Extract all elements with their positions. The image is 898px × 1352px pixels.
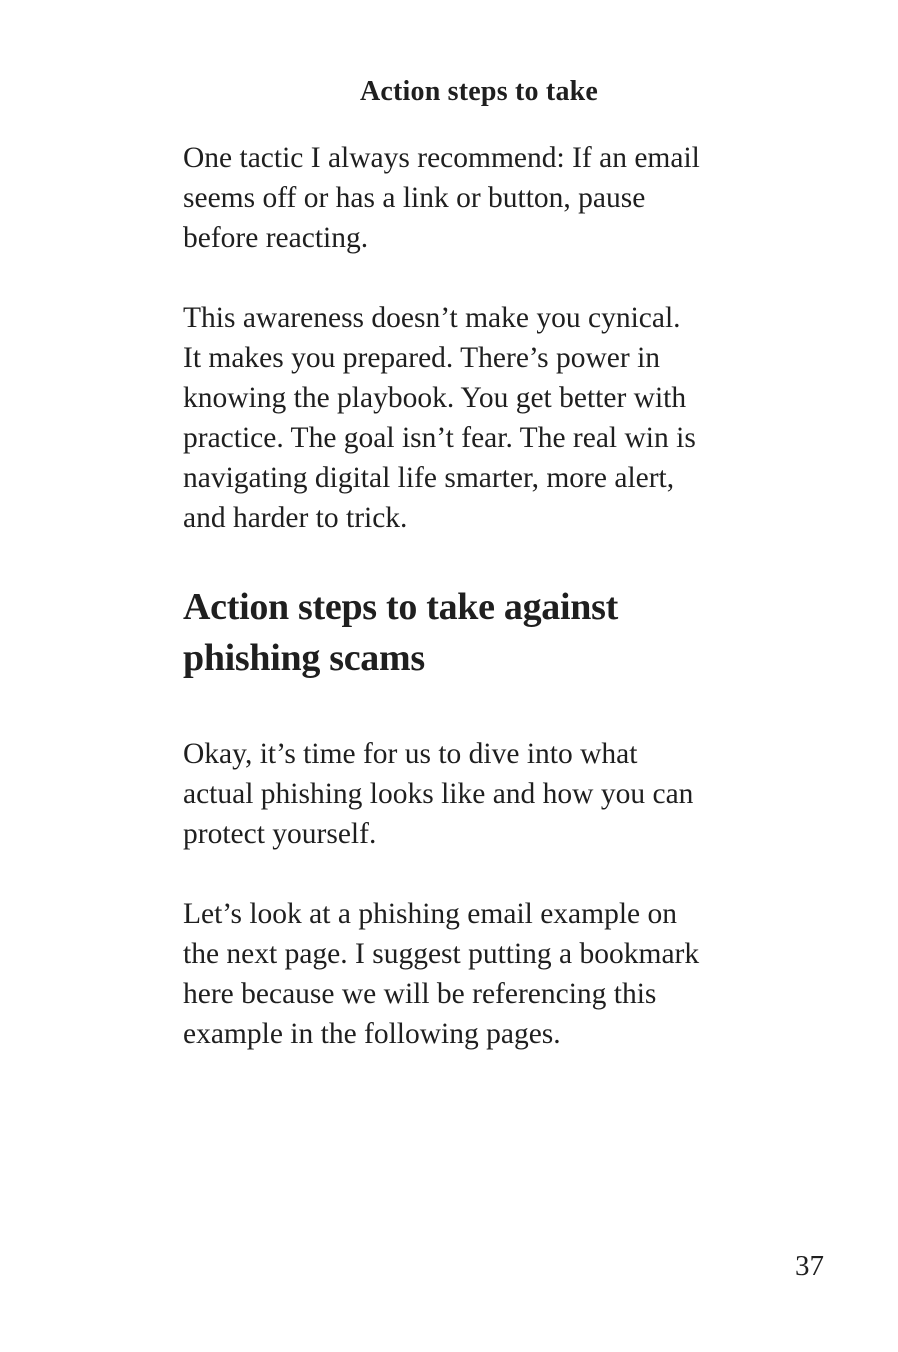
page-body [183,138,763,1054]
text-line: navigating digital life smarter, more alert, [183,462,675,494]
section-heading [183,582,763,684]
text-line: knowing the playbook. You get better with [183,382,687,414]
paragraph-awareness [183,298,763,538]
paragraph-pause-tactic [183,138,763,258]
text-line: seems off or has a link or button, pause [183,182,646,214]
page-number: 37 [795,1250,824,1282]
heading-line: Action steps to take against [183,586,618,628]
text-line: before reacting. [183,222,369,254]
text-line: Okay, it’s time for us to dive into what [183,738,638,770]
text-line: One tactic I always recommend: If an email [183,142,700,174]
text-line: here because we will be referencing this [183,978,657,1010]
heading-line: phishing scams [183,637,425,679]
text-line: This awareness doesn’t make you cynical. [183,302,681,334]
text-line: Let’s look at a phishing email example on [183,898,678,930]
text-line: the next page. I suggest putting a bookmark [183,938,700,970]
text-line: It makes you prepared. There’s power in [183,342,661,374]
paragraph-dive-in [183,734,763,854]
text-line: actual phishing looks like and how you can [183,778,694,810]
text-line: practice. The goal isn’t fear. The real win is [183,422,696,454]
paragraph-example [183,894,763,1054]
text-line: example in the following pages. [183,1018,561,1050]
text-line: protect yourself. [183,818,377,850]
running-head: Action steps to take [359,76,599,107]
text-line: and harder to trick. [183,502,408,534]
